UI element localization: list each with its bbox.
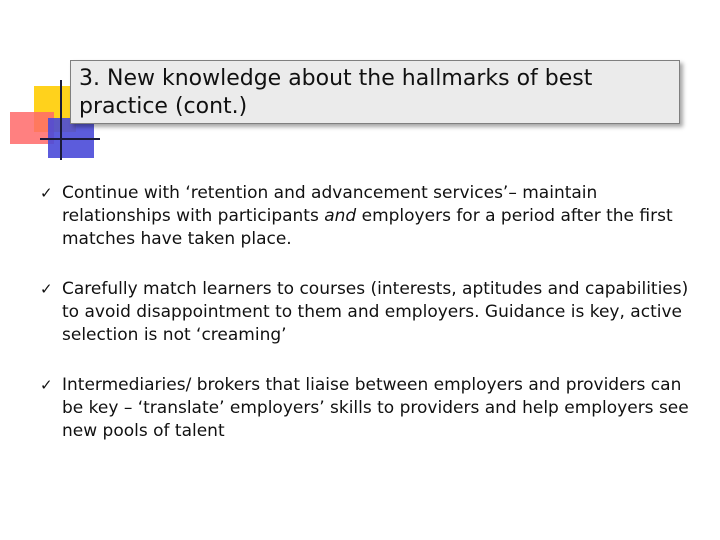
check-icon: ✓	[40, 280, 53, 298]
check-icon: ✓	[40, 376, 53, 394]
bullet-item	[40, 278, 690, 347]
bullet-text: Continue with ‘retention and advancement services’– maintain relationships with participants and employers for a period after the first matches have taken place.	[62, 183, 673, 249]
decor-vertical-line	[60, 80, 62, 160]
bullet-text: Intermediaries/ brokers that liaise between employers and providers can be key – ‘translate’ employers’ skills to providers and help employers see new pools of talent	[62, 375, 689, 441]
bullet-list	[40, 182, 690, 470]
title-box	[70, 60, 680, 124]
decor-horizontal-line	[40, 138, 100, 140]
bullet-item	[40, 182, 690, 251]
bullet-text: Carefully match learners to courses (interests, aptitudes and capabilities) to avoid disappointment to them and employers. Guidance is key, active selection is not ‘creaming’	[62, 279, 689, 345]
bullet-item	[40, 374, 690, 443]
check-icon: ✓	[40, 184, 53, 202]
slide-title: 3. New knowledge about the hallmarks of best practice (cont.)	[79, 66, 593, 119]
bullet-emphasis: and	[324, 206, 357, 226]
